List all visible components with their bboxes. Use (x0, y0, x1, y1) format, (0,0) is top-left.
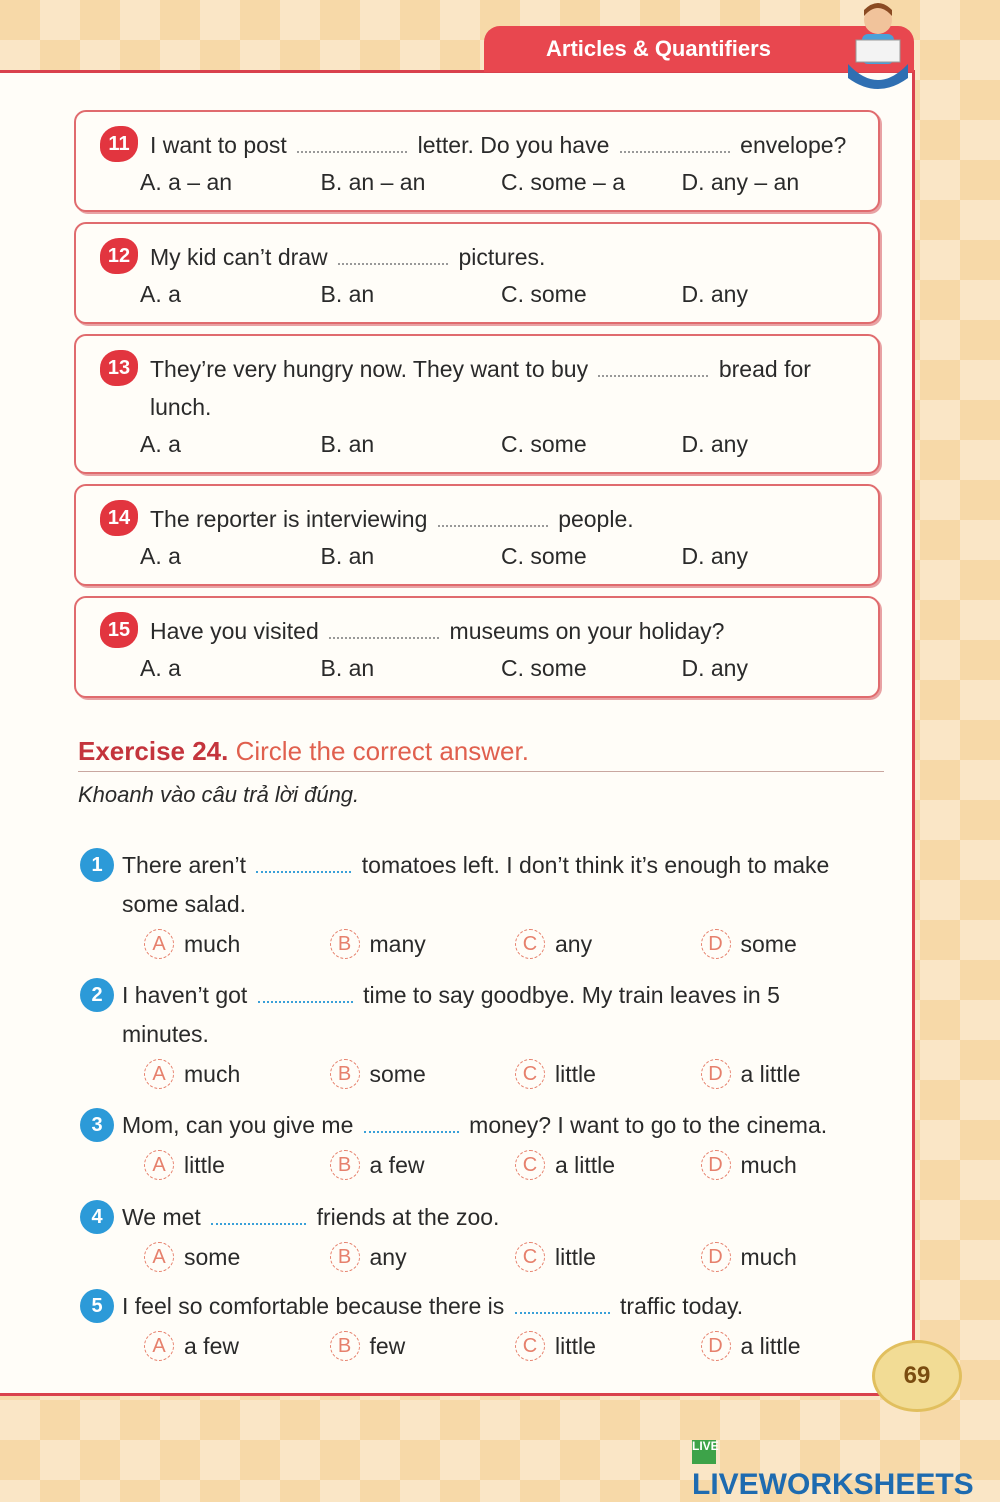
option-c[interactable] (515, 924, 701, 964)
option-a[interactable]: A. a – an (140, 169, 233, 195)
question-number-badge: 5 (80, 1289, 114, 1323)
question-stem (150, 612, 862, 650)
stem-text: bread for (718, 356, 811, 382)
option-d[interactable]: D. any (681, 655, 748, 681)
question-number-badge: 1 (80, 848, 114, 882)
option-letter[interactable]: B (330, 1331, 360, 1361)
answer-blank[interactable] (329, 621, 439, 639)
option-text[interactable]: many (369, 931, 426, 957)
page-number: 69 (872, 1340, 962, 1412)
option-text[interactable]: much (184, 1061, 241, 1087)
answer-blank[interactable] (258, 985, 353, 1003)
exercise-label: Exercise 24. (78, 736, 229, 766)
option-text[interactable]: little (184, 1152, 225, 1178)
stem-text: friends at the zoo. (316, 1204, 500, 1230)
question-number-badge: 4 (80, 1200, 114, 1234)
reading-boy-illustration (838, 0, 918, 96)
option-letter[interactable]: A (144, 1331, 174, 1361)
option-text[interactable]: some (184, 1244, 241, 1270)
option-d[interactable] (701, 1054, 887, 1094)
option-text[interactable]: a few (184, 1333, 239, 1359)
option-d[interactable] (701, 1145, 887, 1185)
answer-blank[interactable] (620, 135, 730, 153)
option-a[interactable]: A. a (140, 431, 181, 457)
options-row (140, 164, 862, 200)
option-letter[interactable]: A (144, 929, 174, 959)
question-stem (122, 1198, 886, 1237)
option-c[interactable] (515, 1237, 701, 1277)
stem-text: There aren’t (122, 852, 247, 878)
question-stem (122, 1106, 886, 1145)
option-a[interactable]: A. a (140, 543, 181, 569)
option-text[interactable]: any (369, 1244, 407, 1270)
stem-text: They’re very hungry now. They want to buy (150, 356, 589, 382)
options-row (144, 1326, 886, 1366)
options-row (140, 538, 862, 574)
exercise-question-2 (80, 976, 886, 1094)
stem-text: museums on your holiday? (449, 618, 725, 644)
stem-text: some salad. (122, 891, 247, 917)
option-a[interactable] (144, 1326, 330, 1366)
stem-text: I feel so comfortable because there is (122, 1293, 505, 1319)
option-text[interactable]: much (740, 1152, 797, 1178)
question-stem (150, 500, 862, 538)
question-stem (122, 1287, 886, 1326)
option-letter[interactable]: C (515, 929, 545, 959)
exercise-question-5 (80, 1287, 886, 1366)
option-c[interactable]: C. some (501, 543, 587, 569)
question-stem (150, 350, 862, 426)
answer-blank[interactable] (438, 509, 548, 527)
option-letter[interactable]: D (701, 929, 731, 959)
option-a[interactable]: A. a (140, 281, 181, 307)
option-c[interactable] (515, 1326, 701, 1366)
answer-blank[interactable] (211, 1207, 306, 1225)
option-b[interactable]: B. an (320, 281, 375, 307)
option-letter[interactable]: D (701, 1242, 731, 1272)
stem-text: traffic today. (620, 1293, 744, 1319)
stem-text: We met (122, 1204, 201, 1230)
liveworksheets-logo (692, 1434, 1000, 1502)
option-c[interactable]: C. some (501, 431, 587, 457)
option-c[interactable] (515, 1145, 701, 1185)
stem-text: I haven’t got (122, 982, 248, 1008)
option-d[interactable]: D. any – an (681, 169, 800, 195)
option-letter[interactable]: C (515, 1150, 545, 1180)
option-text[interactable]: little (555, 1333, 596, 1359)
stem-text: minutes. (122, 1021, 209, 1047)
stem-text: My kid can’t draw (150, 244, 328, 270)
stem-text: Mom, can you give me (122, 1112, 354, 1138)
exercise-instruction: Circle the correct answer. (235, 736, 529, 766)
option-letter[interactable]: C (515, 1331, 545, 1361)
answer-blank[interactable] (256, 855, 351, 873)
exercise-heading (78, 736, 884, 772)
question-stem (150, 238, 862, 276)
option-letter[interactable]: A (144, 1242, 174, 1272)
options-row (144, 1145, 886, 1185)
option-letter[interactable]: B (330, 1150, 360, 1180)
question-15 (74, 596, 880, 698)
option-c[interactable]: C. some (501, 655, 587, 681)
question-number-badge: 12 (100, 238, 138, 274)
option-d[interactable]: D. any (681, 431, 748, 457)
option-letter[interactable]: B (330, 1242, 360, 1272)
option-a[interactable] (144, 1237, 330, 1277)
brand-name: LIVEWORKSHEETS (692, 1468, 974, 1501)
question-stem (122, 976, 886, 1054)
question-13 (74, 334, 880, 474)
option-d[interactable] (701, 1326, 887, 1366)
option-letter[interactable]: A (144, 1150, 174, 1180)
option-letter[interactable]: D (701, 1059, 731, 1089)
question-number-badge: 3 (80, 1108, 114, 1142)
option-a[interactable]: A. a (140, 655, 181, 681)
exercise-question-3 (80, 1106, 886, 1185)
answer-blank[interactable] (515, 1296, 610, 1314)
question-number-badge: 13 (100, 350, 138, 386)
stem-text: lunch. (150, 394, 212, 420)
option-text[interactable]: a little (740, 1061, 801, 1087)
stem-text: tomatoes left. I don’t think it’s enough to make (361, 852, 830, 878)
options-row (140, 276, 862, 312)
question-stem (150, 126, 862, 164)
stem-text: envelope? (740, 132, 847, 158)
options-row (144, 1237, 886, 1277)
question-number-badge: 2 (80, 978, 114, 1012)
option-d[interactable]: D. any (681, 281, 748, 307)
option-a[interactable] (144, 1054, 330, 1094)
option-letter[interactable]: B (330, 1059, 360, 1089)
option-letter[interactable]: D (701, 1331, 731, 1361)
question-14 (74, 484, 880, 586)
stem-text: people. (558, 506, 634, 532)
option-b[interactable] (330, 1326, 516, 1366)
option-d[interactable] (701, 924, 887, 964)
question-11 (74, 110, 880, 212)
stem-text: pictures. (458, 244, 546, 270)
option-letter[interactable]: B (330, 929, 360, 959)
stem-text: time to say goodbye. My train leaves in 5 (363, 982, 780, 1008)
stem-text: letter. Do you have (417, 132, 610, 158)
option-text[interactable]: some (369, 1061, 426, 1087)
option-b[interactable] (330, 924, 516, 964)
stem-text: Have you visited (150, 618, 319, 644)
option-letter[interactable]: C (515, 1059, 545, 1089)
stem-text: money? I want to go to the cinema. (469, 1112, 828, 1138)
liveworksheets-logo-icon: LIVE (692, 1440, 716, 1464)
option-text[interactable]: some (740, 931, 797, 957)
option-d[interactable] (701, 1237, 887, 1277)
question-number-badge: 11 (100, 126, 138, 162)
option-text[interactable]: a little (740, 1333, 801, 1359)
stem-text: The reporter is interviewing (150, 506, 428, 532)
question-number-badge: 15 (100, 612, 138, 648)
option-b[interactable] (330, 1054, 516, 1094)
options-row (140, 426, 862, 462)
exercise-question-4 (80, 1198, 886, 1277)
option-c[interactable]: C. some – a (501, 169, 625, 195)
options-row (140, 650, 862, 686)
stem-text: I want to post (150, 132, 287, 158)
option-text[interactable]: any (555, 931, 593, 957)
option-text[interactable]: little (555, 1244, 596, 1270)
answer-blank[interactable] (598, 359, 708, 377)
option-text[interactable]: little (555, 1061, 596, 1087)
option-text[interactable]: much (740, 1244, 797, 1270)
option-b[interactable]: B. an (320, 543, 375, 569)
option-b[interactable]: B. an (320, 655, 375, 681)
options-row (144, 924, 886, 964)
exercise-subtitle: Khoanh vào câu trả lời đúng. (78, 782, 360, 807)
option-text[interactable]: few (369, 1333, 406, 1359)
answer-blank[interactable] (338, 247, 448, 265)
question-number-badge: 14 (100, 500, 138, 536)
option-b[interactable] (330, 1237, 516, 1277)
question-stem (122, 846, 886, 924)
option-b[interactable] (330, 1145, 516, 1185)
answer-blank[interactable] (297, 135, 407, 153)
option-c[interactable] (515, 1054, 701, 1094)
question-12 (74, 222, 880, 324)
option-text[interactable]: a few (369, 1152, 425, 1178)
option-letter[interactable]: D (701, 1150, 731, 1180)
option-a[interactable] (144, 924, 330, 964)
option-b[interactable]: B. an – an (320, 169, 426, 195)
option-letter[interactable]: A (144, 1059, 174, 1089)
option-letter[interactable]: C (515, 1242, 545, 1272)
options-row (144, 1054, 886, 1094)
option-b[interactable]: B. an (320, 431, 375, 457)
option-text[interactable]: much (184, 931, 241, 957)
option-d[interactable]: D. any (681, 543, 748, 569)
answer-blank[interactable] (364, 1115, 459, 1133)
section-title: Articles & Quantifiers (546, 36, 771, 61)
option-a[interactable] (144, 1145, 330, 1185)
exercise-question-1 (80, 846, 886, 964)
option-c[interactable]: C. some (501, 281, 587, 307)
option-text[interactable]: a little (555, 1152, 616, 1178)
